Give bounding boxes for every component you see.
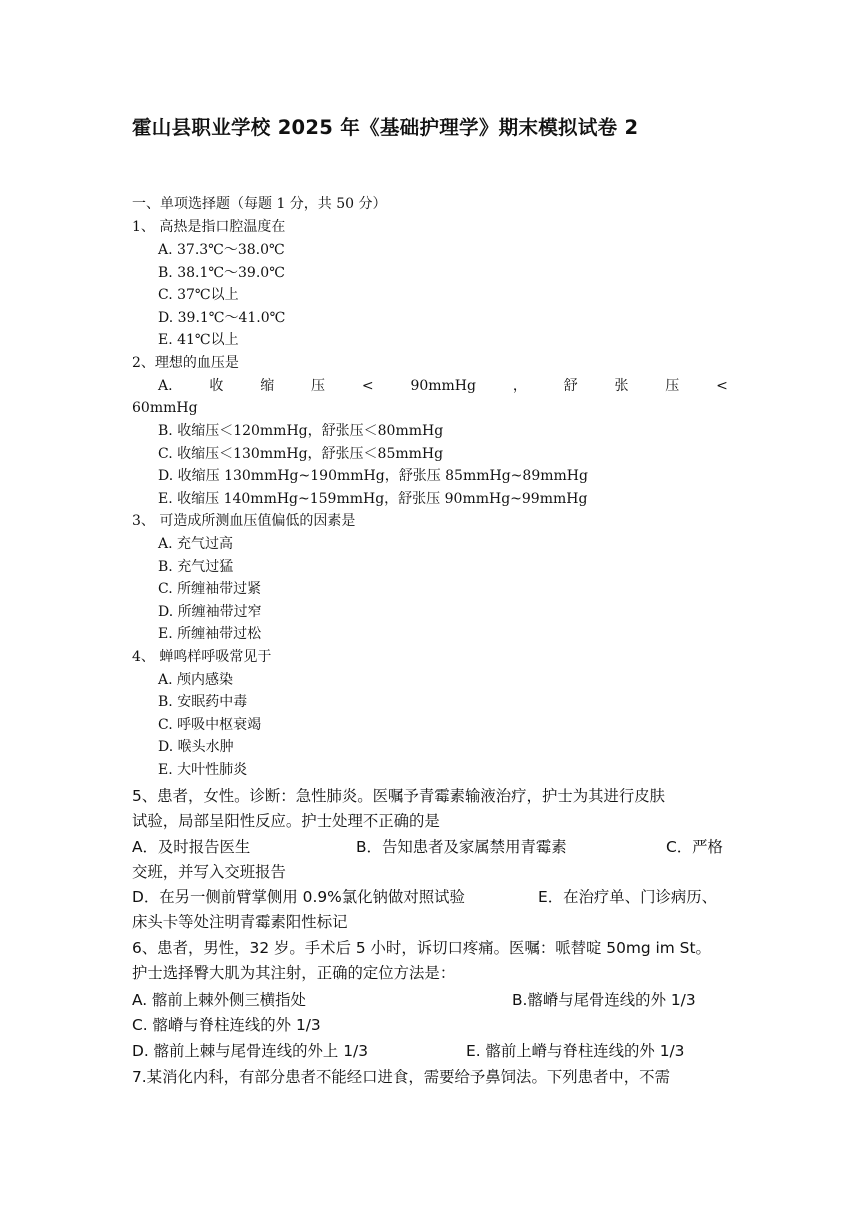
page-title: 霍山县职业学校 2025 年《基础护理学》期末模拟试卷 2	[132, 116, 639, 139]
question-3-option-d: D. 所缠袖带过窄	[158, 604, 262, 620]
question-6-option-b: B.髂嵴与尾骨连线的外 1/3	[512, 991, 696, 1009]
question-2-option-b: B. 收缩压＜120mmHg，舒张压＜80mmHg	[158, 423, 444, 439]
question-2-stem: 2、理想的血压是	[132, 355, 239, 371]
option-a-part: A.	[158, 378, 173, 394]
question-5-option-b: B．告知患者及家属禁用青霉素	[356, 838, 567, 856]
section-heading: 一、单项选择题（每题 1 分，共 50 分）	[132, 196, 387, 212]
question-5-stem-line2: 试验，局部呈阳性反应。护士处理不正确的是	[132, 812, 440, 830]
question-5-option-c-continued: 交班，并写入交班报告	[132, 863, 286, 881]
question-4-option-b: B. 安眠药中毒	[158, 694, 248, 710]
question-1-stem: 1、 高热是指口腔温度在	[132, 219, 286, 235]
question-6-stem-line1: 6、患者，男性，32 岁。手术后 5 小时，诉切口疼痛。医嘱：哌替啶 50mg im St。	[132, 939, 711, 957]
question-6-option-d: D. 髂前上棘与尾骨连线的外上 1/3	[132, 1042, 368, 1060]
question-1-option-b: B. 38.1℃～39.0℃	[158, 265, 285, 281]
option-a-part: 压	[665, 378, 680, 394]
question-4-option-e: E. 大叶性肺炎	[158, 762, 248, 778]
question-4-option-c: C. 呼吸中枢衰竭	[158, 717, 262, 733]
option-a-part: 缩	[260, 378, 275, 394]
question-5-stem-line1: 5、患者，女性。诊断：急性肺炎。医嘱予青霉素输液治疗，护士为其进行皮肤	[132, 787, 666, 805]
question-2-option-a	[158, 375, 728, 397]
option-a-part: 张	[614, 378, 629, 394]
question-5-option-d: D．在另一侧前臂掌侧用 0.9%氯化钠做对照试验	[132, 888, 465, 906]
option-a-part: ，	[512, 378, 527, 394]
option-a-part: <	[716, 378, 728, 394]
question-2-option-d: D. 收缩压 130mmHg~190mmHg，舒张压 85mmHg~89mmHg	[158, 468, 588, 484]
question-6-option-c: C. 髂嵴与脊柱连线的外 1/3	[132, 1016, 321, 1034]
question-4-option-d: D. 喉头水肿	[158, 739, 234, 755]
option-a-part: <	[361, 378, 374, 394]
question-1-option-a: A. 37.3℃～38.0℃	[158, 242, 285, 258]
question-4-option-a: A. 颅内感染	[158, 672, 234, 688]
question-4-stem: 4、 蝉鸣样呼吸常见于	[132, 649, 272, 665]
question-1-option-e: E. 41℃以上	[158, 332, 239, 348]
question-3-stem: 3、 可造成所测血压值偏低的因素是	[132, 513, 356, 529]
option-a-part: 收	[209, 378, 224, 394]
question-5-option-e-continued: 床头卡等处注明青霉素阳性标记	[132, 913, 348, 931]
question-2-option-e: E. 收缩压 140mmHg~159mmHg，舒张压 90mmHg~99mmHg	[158, 491, 588, 507]
question-5-option-a: A．及时报告医生	[132, 838, 251, 856]
option-a-part: 压	[311, 378, 326, 394]
option-a-part: 舒	[563, 378, 578, 394]
question-2-option-a-continued: 60mmHg	[132, 400, 198, 416]
question-6-option-e: E. 髂前上嵴与脊柱连线的外 1/3	[466, 1042, 685, 1060]
question-5-option-e: E．在治疗单、门诊病历、	[538, 888, 718, 906]
question-2-option-c: C. 收缩压＜130mmHg，舒张压＜85mmHg	[158, 446, 444, 462]
question-3-option-b: B. 充气过猛	[158, 559, 234, 575]
option-a-part: 90mmHg	[410, 378, 476, 394]
question-7-stem-line1: 7.某消化内科，有部分患者不能经口进食，需要给予鼻饲法。下列患者中，不需	[132, 1068, 670, 1086]
question-3-option-a: A. 充气过高	[158, 536, 234, 552]
question-3-option-c: C. 所缠袖带过紧	[158, 581, 262, 597]
question-5-option-c: C．严格	[666, 838, 723, 856]
question-3-option-e: E. 所缠袖带过松	[158, 626, 262, 642]
question-1-option-c: C. 37℃以上	[158, 287, 239, 303]
question-6-stem-line2: 护士选择臀大肌为其注射，正确的定位方法是：	[132, 964, 456, 982]
question-1-option-d: D. 39.1℃～41.0℃	[158, 310, 286, 326]
question-6-option-a: A. 髂前上棘外侧三横指处	[132, 991, 306, 1009]
